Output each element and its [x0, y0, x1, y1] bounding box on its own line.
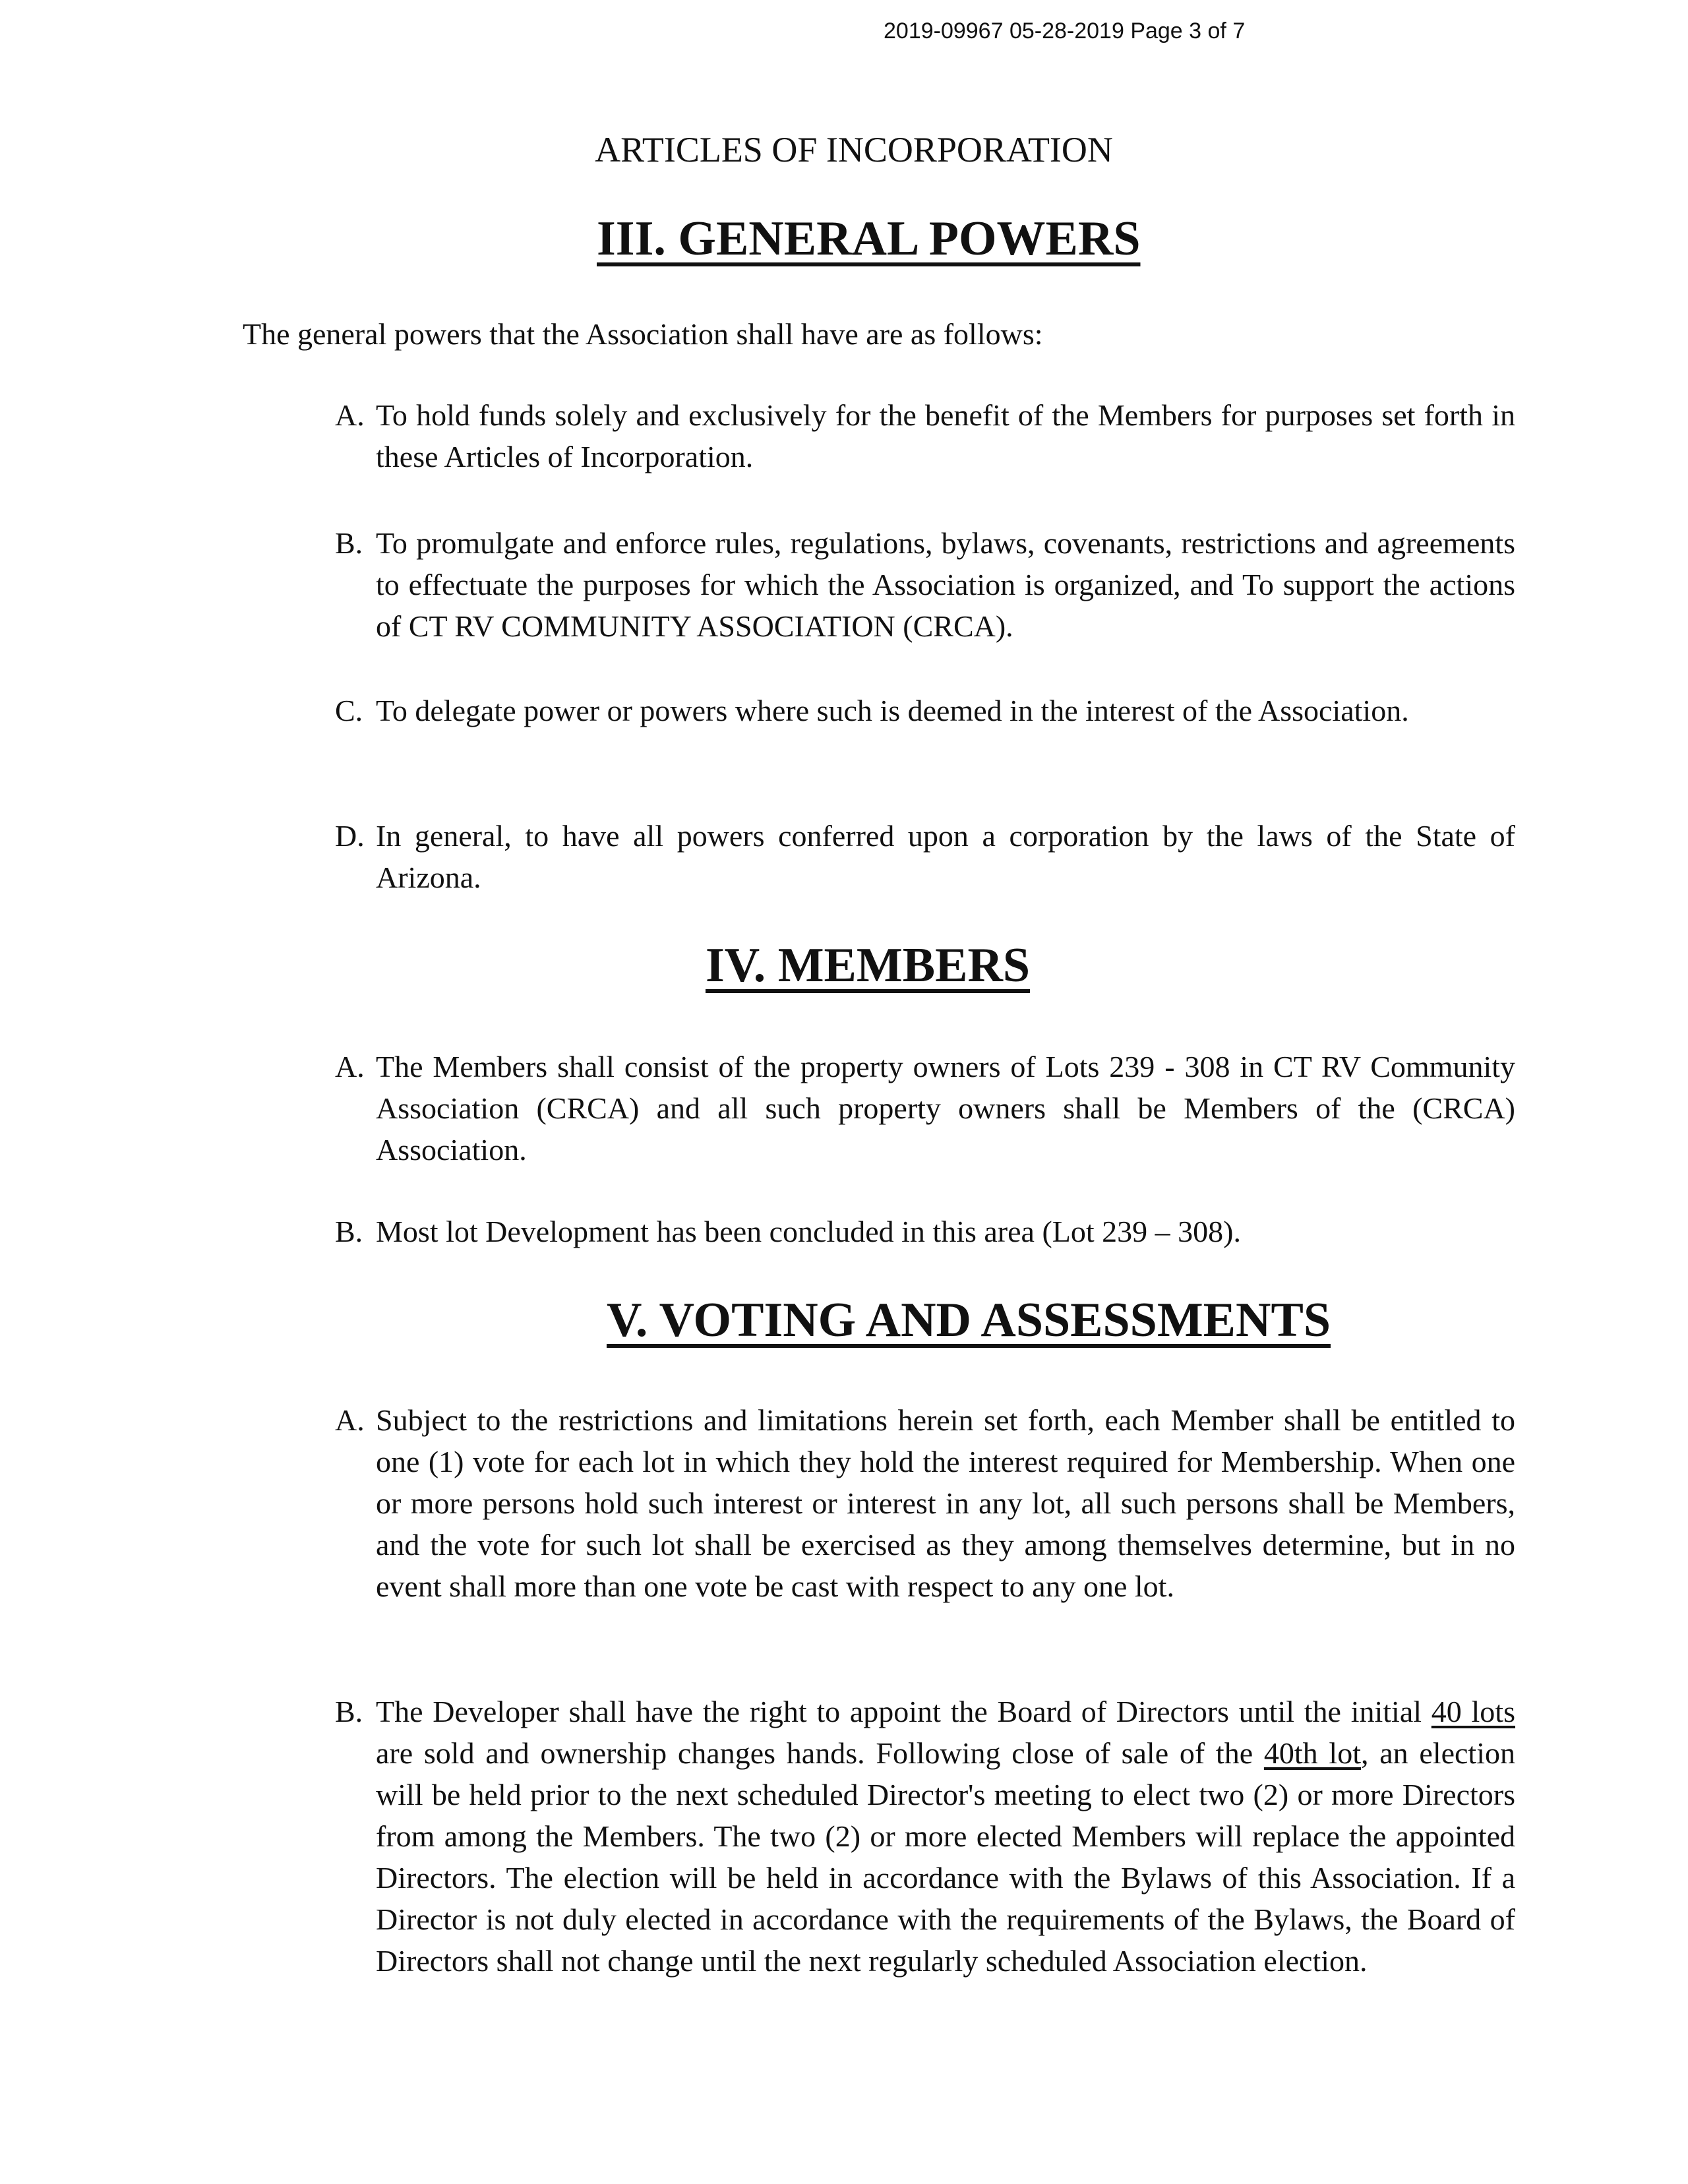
- item-text: The Members shall consist of the property owners of Lots 239 - 308 in CT RV Community Association (CRCA) and all such property owners shall be Members of the (CRCA) Association.: [376, 1050, 1515, 1167]
- item-text: [376, 1691, 1515, 1982]
- list-item: [335, 522, 1515, 647]
- item-letter: A.: [335, 1050, 365, 1083]
- item-text-part: , an election will be held prior to the next scheduled Director's meeting to elect two (2) or more Directors from among the Members. The two (2) or more elected Members will replace the appointed Directors. The election will be held in accordance with the Bylaws of this Association. If a Director is not duly elected in accordance with the requirements of the Bylaws, the Board of Directors shall not change until the next regularly scheduled Association election.: [376, 1736, 1515, 1978]
- item-text: To hold funds solely and exclusively for the benefit of the Members for purposes set forth in these Articles of Incorporation.: [376, 398, 1515, 473]
- section-intro: The general powers that the Association shall have are as follows:: [243, 317, 1043, 351]
- item-letter: B.: [335, 1215, 363, 1248]
- underlined-lot-ordinal: 40th lot: [1263, 1736, 1361, 1770]
- item-letter: A.: [335, 1403, 365, 1437]
- item-text: Subject to the restrictions and limitations herein set forth, each Member shall be entitled to one (1) vote for each lot in which they hold the interest required for Membership. When one or more persons hold such interest or interest in any lot, all such persons shall be Members, and the vote for such lot shall be exercised as they among themselves determine, but in no event shall more than one vote be cast with respect to any one lot.: [376, 1403, 1515, 1603]
- section-heading-members: IV. MEMBERS: [706, 938, 1031, 992]
- section-heading-general-powers: III. GENERAL POWERS: [597, 212, 1141, 266]
- item-letter: D.: [335, 819, 365, 853]
- item-letter: B.: [335, 526, 363, 560]
- list-item: [335, 815, 1515, 898]
- section-heading-voting-assessments: V. VOTING AND ASSESSMENTS: [607, 1293, 1331, 1347]
- list-item: [335, 1046, 1515, 1170]
- underlined-lot-count: 40 lots: [1431, 1695, 1515, 1728]
- item-letter: C.: [335, 694, 363, 727]
- item-text: To delegate power or powers where such is deemed in the interest of the Association.: [376, 694, 1409, 727]
- list-item: [335, 690, 1515, 731]
- item-text-part: are sold and ownership changes hands. Following close of sale of the: [376, 1736, 1264, 1770]
- item-letter: A.: [335, 398, 365, 432]
- document-title: ARTICLES OF INCORPORATION: [595, 130, 1113, 169]
- filing-stamp: 2019-09967 05-28-2019 Page 3 of 7: [884, 18, 1246, 44]
- item-letter: B.: [335, 1695, 363, 1728]
- list-item: [335, 394, 1515, 477]
- item-text-part: The Developer shall have the right to appoint the Board of Directors until the initial: [376, 1695, 1432, 1728]
- list-item: [335, 1399, 1515, 1607]
- item-text: In general, to have all powers conferred upon a corporation by the laws of the State of Arizona.: [376, 819, 1515, 894]
- list-item: [335, 1211, 1515, 1252]
- item-text: Most lot Development has been concluded in this area (Lot 239 – 308).: [376, 1215, 1241, 1248]
- item-text: To promulgate and enforce rules, regulations, bylaws, covenants, restrictions and agreements to effectuate the purposes for which the Association is organized, and To support the actions of CT RV COMMUNITY ASSOCIATION (CRCA).: [376, 526, 1515, 643]
- list-item: [335, 1691, 1515, 1982]
